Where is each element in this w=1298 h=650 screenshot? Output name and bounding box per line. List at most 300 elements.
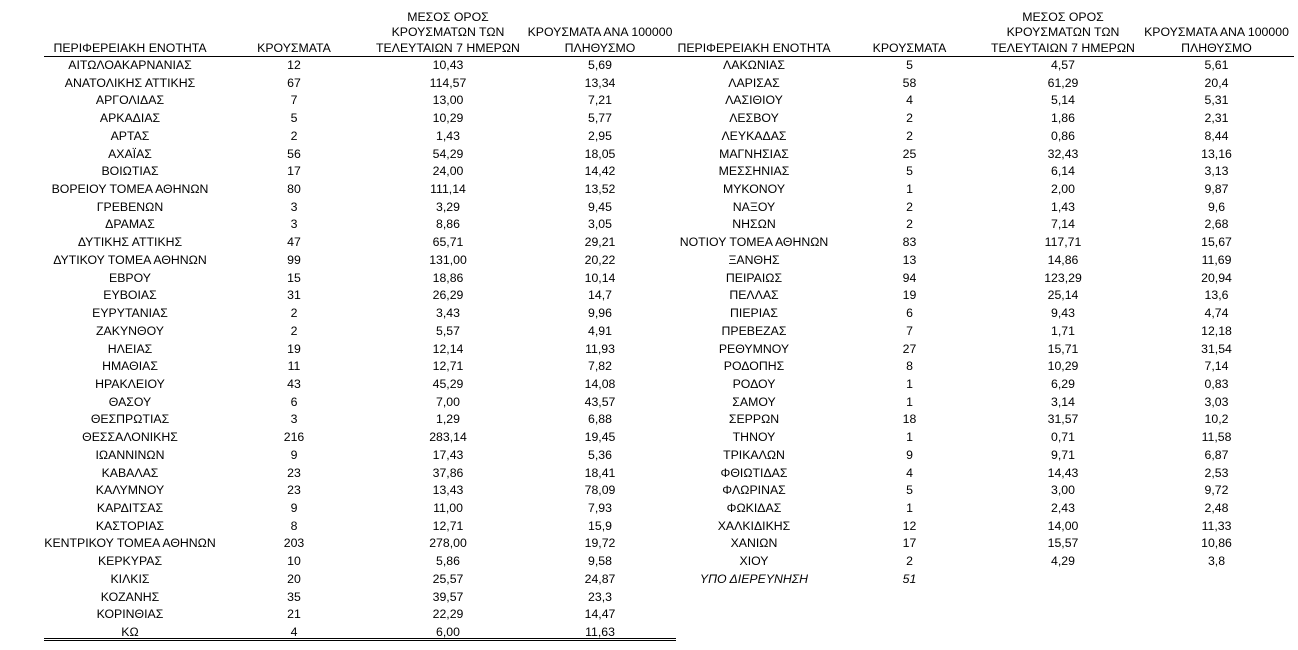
region-cell: ΚΑΛΥΜΝΟΥ	[95, 483, 165, 498]
per-100k-cell: 2,48	[1204, 500, 1229, 515]
avg-7-days-cell: 39,57	[432, 589, 464, 604]
per-100k-cell: 11,58	[1201, 430, 1232, 445]
avg-7-days-cell: 4,57	[1051, 58, 1075, 72]
table-row	[44, 92, 676, 110]
cases-cell: 99	[287, 252, 301, 267]
table-row	[676, 92, 1294, 110]
table-row	[44, 75, 676, 93]
region-header: ΠΕΡΙΦΕΡΕΙΑΚΗ ΕΝΟΤΗΤΑ	[676, 0, 832, 57]
table-row	[676, 234, 1294, 252]
table-row	[676, 500, 1294, 518]
table-row	[44, 110, 676, 128]
cases-cell: 51	[902, 571, 917, 586]
region-cell: ΚΙΛΚΙΣ	[110, 571, 150, 586]
avg-7-days-cell: 14,00	[1047, 518, 1079, 533]
per-100k-cell: 9,6	[1207, 199, 1226, 214]
per-100k-cell: 12,18	[1201, 323, 1232, 338]
cases-cell: 1	[906, 500, 913, 515]
table-row	[44, 571, 676, 589]
cases-cell: 9	[290, 447, 298, 462]
cases-cell: 67	[287, 75, 301, 90]
region-cell: ΜΥΚΟΝΟΥ	[722, 182, 786, 197]
per-100k-cell: 11,63	[585, 625, 615, 639]
table-row	[676, 57, 1294, 75]
avg-7-days-cell: 32,43	[1047, 146, 1079, 161]
table-row	[44, 411, 676, 429]
table-row	[676, 535, 1294, 553]
avg-7-days-cell: 22,29	[432, 607, 464, 622]
cases-cell: 5	[906, 58, 913, 72]
region-cell: ΚΑΒΑΛΑΣ	[101, 465, 159, 480]
avg-7-days-cell: 12,71	[432, 359, 464, 374]
cases-cell: 3	[290, 217, 298, 232]
region-cell: ΑΡΚΑΔΙΑΣ	[99, 111, 161, 126]
per-100k-cell: 29,21	[584, 235, 616, 250]
region-cell: ΦΛΩΡΙΝΑΣ	[722, 483, 786, 498]
avg-7-days-cell: 10,43	[432, 58, 464, 72]
cases-cell: 12	[902, 518, 917, 533]
avg-7-days-cell: 5,86	[436, 554, 460, 569]
region-cell: ΠΙΕΡΙΑΣ	[730, 306, 778, 321]
per-100k-cell: 18,05	[584, 146, 616, 161]
table-row	[676, 128, 1294, 146]
cases-cell: 2	[906, 128, 913, 143]
per-100k-cell: 13,34	[584, 75, 616, 90]
region-cell: ΔΡΑΜΑΣ	[105, 217, 155, 232]
region-cell: ΠΡΕΒΕΖΑΣ	[721, 323, 787, 338]
cases-cell: 1	[906, 394, 913, 409]
per-100k-cell: 11,69	[1201, 252, 1232, 267]
cases-cell: 23	[287, 483, 301, 498]
cases-header: ΚΡΟΥΣΜΑΤΑ	[832, 0, 987, 57]
per-100k-cell: 9,72	[1204, 483, 1229, 498]
region-cell: ΝΟΤΙΟΥ ΤΟΜΕΑ ΑΘΗΝΩΝ	[679, 235, 829, 250]
per-100k-cell: 9,87	[1204, 182, 1229, 197]
table-row	[676, 571, 1294, 589]
table-row	[44, 589, 676, 607]
per-100k-cell: 5,61	[1204, 58, 1229, 72]
region-cell: ΑΙΤΩΛΟΑΚΑΡΝΑΝΙΑΣ	[68, 58, 192, 72]
per-100k-cell: 10,86	[1201, 536, 1232, 551]
table-row	[44, 216, 676, 234]
cases-cell: 58	[902, 75, 917, 90]
region-cell: ΚΕΝΤΡΙΚΟΥ ΤΟΜΕΑ ΑΘΗΝΩΝ	[44, 536, 216, 551]
per-100k-cell: 4,91	[588, 323, 612, 338]
avg-7-days-header: ΜΕΣΟΣ ΟΡΟΣ ΚΡΟΥΣΜΑΤΩΝ ΤΩΝ ΤΕΛΕΥΤΑΙΩΝ 7 ΗΜΕΡΩΝ	[987, 0, 1139, 57]
avg-7-days-cell: 25,57	[432, 571, 464, 586]
region-cell: ΧΙΟΥ	[739, 554, 769, 569]
cases-cell: 4	[906, 465, 913, 480]
per-100k-cell: 20,94	[1201, 270, 1232, 285]
per-100k-cell: 14,08	[584, 376, 616, 391]
region-cell: ΛΕΣΒΟΥ	[729, 111, 779, 126]
table-row	[676, 323, 1294, 341]
avg-7-days-cell: 24,00	[432, 164, 464, 179]
cases-cell: 31	[287, 288, 301, 303]
table-row	[676, 305, 1294, 323]
region-cell: ΘΑΣΟΥ	[108, 394, 152, 409]
table-row	[676, 216, 1294, 234]
per-100k-cell: 15,9	[588, 518, 612, 533]
per-100k-cell: 6,88	[588, 412, 612, 427]
cases-cell: 5	[290, 111, 298, 126]
cases-cell: 47	[287, 235, 301, 250]
table-row	[676, 146, 1294, 164]
cases-cell: 2	[290, 128, 298, 143]
table-row	[44, 270, 676, 288]
region-cell: ΠΕΙΡΑΙΩΣ	[725, 270, 783, 285]
table-row	[44, 429, 676, 447]
avg-7-days-cell: 8,86	[436, 217, 460, 232]
per-100k-header: ΚΡΟΥΣΜΑΤΑ ΑΝΑ 100000 ΠΛΗΘΥΣΜΟ	[524, 0, 676, 57]
table-bottom-rule	[44, 638, 676, 641]
cases-cell: 27	[902, 341, 917, 356]
region-cell: ΑΡΓΟΛΙΔΑΣ	[95, 93, 165, 108]
cases-cell: 25	[902, 146, 917, 161]
region-cell: ΞΑΝΘΗΣ	[728, 252, 780, 267]
avg-7-days-cell: 111,14	[430, 182, 466, 197]
region-cell: ΛΑΚΩΝΙΑΣ	[723, 58, 785, 72]
region-cell: ΜΕΣΣΗΝΙΑΣ	[718, 164, 790, 179]
left-table-body	[44, 57, 676, 642]
region-cell: ΑΡΤΑΣ	[110, 128, 150, 143]
region-cell: ΗΜΑΘΙΑΣ	[102, 359, 158, 374]
region-cell: ΡΟΔΟΠΗΣ	[723, 359, 785, 374]
per-100k-cell: 2,68	[1204, 217, 1229, 232]
table-row	[44, 181, 676, 199]
cases-cell: 80	[287, 182, 301, 197]
avg-7-days-cell: 14,43	[1047, 465, 1079, 480]
avg-7-days-cell: 117,71	[1044, 235, 1082, 250]
cases-cell: 7	[290, 93, 298, 108]
cases-cell: 2	[906, 554, 913, 569]
cases-cell: 10	[287, 554, 301, 569]
avg-7-days-cell: 10,29	[1047, 359, 1079, 374]
table-row	[44, 500, 676, 518]
avg-7-days-cell: 15,71	[1047, 341, 1079, 356]
cases-cell: 20	[287, 571, 301, 586]
region-cell: ΙΩΑΝΝΙΝΩΝ	[95, 447, 165, 462]
avg-7-days-cell	[987, 571, 1139, 589]
per-100k-cell	[1139, 571, 1294, 589]
per-100k-cell: 24,87	[584, 571, 616, 586]
table-row	[44, 482, 676, 500]
region-cell: ΚΩ	[121, 625, 139, 639]
region-cell: ΔΥΤΙΚΟΥ ΤΟΜΕΑ ΑΘΗΝΩΝ	[53, 252, 207, 267]
table-row	[44, 57, 676, 75]
region-cell: ΒΟΙΩΤΙΑΣ	[101, 164, 159, 179]
avg-7-days-cell: 0,71	[1051, 430, 1075, 445]
per-100k-cell: 2,95	[588, 128, 612, 143]
region-cell: ΓΡΕΒΕΝΩΝ	[96, 199, 164, 214]
per-100k-cell: 7,21	[588, 93, 612, 108]
cases-cell: 9	[906, 447, 913, 462]
region-cell: ΕΒΡΟΥ	[109, 270, 151, 285]
cases-cell: 2	[906, 217, 913, 232]
avg-7-days-cell: 5,57	[436, 323, 460, 338]
cases-cell: 2	[906, 199, 913, 214]
per-100k-cell: 13,16	[1201, 146, 1232, 161]
cases-cell: 6	[906, 306, 913, 321]
avg-7-days-cell: 45,29	[432, 376, 464, 391]
per-100k-cell: 2,31	[1204, 111, 1229, 126]
table-row	[44, 518, 676, 536]
table-row	[44, 358, 676, 376]
avg-7-days-cell: 25,14	[1047, 288, 1079, 303]
table-row	[676, 465, 1294, 483]
cases-cell: 5	[906, 483, 913, 498]
table-row	[676, 252, 1294, 270]
cases-header: ΚΡΟΥΣΜΑΤΑ	[216, 0, 372, 57]
cases-cell: 6	[290, 394, 298, 409]
per-100k-cell: 14,7	[588, 288, 612, 303]
region-cell: ΣΑΜΟΥ	[732, 394, 776, 409]
table-row	[44, 287, 676, 305]
per-100k-cell: 19,45	[584, 430, 616, 445]
cases-cell: 216	[283, 430, 305, 445]
per-100k-cell: 6,87	[1204, 447, 1229, 462]
region-cell: ΚΟΖΑΝΗΣ	[100, 589, 160, 604]
avg-7-days-cell: 283,14	[429, 430, 467, 445]
region-cell: ΔΥΤΙΚΗΣ ΑΤΤΙΚΗΣ	[77, 235, 183, 250]
avg-7-days-cell: 7,00	[436, 394, 460, 409]
right-table-body	[676, 57, 1294, 589]
cases-cell: 17	[287, 164, 301, 179]
region-cell: ΛΑΣΙΘΙΟΥ	[725, 93, 783, 108]
cases-cell: 5	[906, 164, 913, 179]
cases-cell: 9	[290, 500, 298, 515]
table-row	[44, 606, 676, 624]
per-100k-cell: 31,54	[1201, 341, 1232, 356]
avg-7-days-cell: 5,14	[1051, 93, 1075, 108]
region-cell: ΦΩΚΙΔΑΣ	[726, 500, 782, 515]
right-cases-table	[676, 0, 1294, 589]
per-100k-cell: 7,14	[1204, 359, 1229, 374]
table-row	[44, 394, 676, 412]
avg-7-days-cell: 1,43	[436, 128, 460, 143]
per-100k-cell: 8,44	[1204, 128, 1229, 143]
avg-7-days-cell: 123,29	[1044, 270, 1082, 285]
region-cell: ΘΕΣΠΡΩΤΙΑΣ	[90, 412, 170, 427]
table-row	[676, 376, 1294, 394]
avg-7-days-cell: 15,57	[1047, 536, 1079, 551]
region-cell: ΚΑΡΔΙΤΣΑΣ	[96, 500, 164, 515]
per-100k-cell: 9,58	[588, 554, 612, 569]
avg-7-days-cell: 65,71	[432, 235, 464, 250]
cases-cell: 94	[902, 270, 917, 285]
per-100k-cell: 78,09	[584, 483, 616, 498]
cases-cell: 3	[290, 199, 298, 214]
cases-cell: 43	[287, 376, 301, 391]
per-100k-cell: 10,14	[584, 270, 616, 285]
table-row	[676, 163, 1294, 181]
cases-cell: 11	[287, 359, 301, 374]
table-row	[676, 394, 1294, 412]
cases-cell: 13	[902, 252, 917, 267]
cases-cell: 1	[906, 182, 913, 197]
avg-7-days-cell: 14,86	[1047, 252, 1079, 267]
region-cell: ΡΟΔΟΥ	[732, 376, 776, 391]
cases-cell: 8	[290, 518, 298, 533]
table-row	[44, 535, 676, 553]
table-row	[676, 553, 1294, 571]
avg-7-days-cell: 3,29	[436, 199, 460, 214]
region-cell: ΕΥΒΟΙΑΣ	[103, 288, 157, 303]
per-100k-cell: 3,8	[1207, 554, 1226, 569]
avg-7-days-cell: 11,00	[433, 500, 463, 515]
region-cell: ΝΑΞΟΥ	[732, 199, 776, 214]
per-100k-cell: 2,53	[1204, 465, 1229, 480]
per-100k-cell: 10,2	[1204, 412, 1229, 427]
avg-7-days-cell: 31,57	[1047, 412, 1079, 427]
per-100k-cell: 5,36	[588, 447, 612, 462]
cases-cell: 12	[287, 58, 301, 72]
avg-7-days-cell: 9,43	[1051, 306, 1075, 321]
region-cell: ΧΑΛΚΙΔΙΚΗΣ	[717, 518, 791, 533]
per-100k-cell: 5,31	[1204, 93, 1229, 108]
region-cell: ΛΑΡΙΣΑΣ	[728, 75, 780, 90]
table-row	[676, 429, 1294, 447]
region-cell: ΚΕΡΚΥΡΑΣ	[97, 554, 163, 569]
region-cell: ΖΑΚΥΝΘΟΥ	[96, 323, 164, 338]
region-cell: ΚΟΡΙΝΘΙΑΣ	[96, 607, 164, 622]
avg-7-days-cell: 17,43	[432, 447, 464, 462]
table-row	[676, 110, 1294, 128]
table-row	[676, 482, 1294, 500]
avg-7-days-cell: 12,71	[432, 518, 464, 533]
table-row	[44, 163, 676, 181]
cases-cell: 4	[906, 93, 913, 108]
per-100k-cell: 19,72	[584, 536, 616, 551]
avg-7-days-cell: 6,00	[436, 625, 460, 639]
cases-cell: 21	[287, 607, 301, 622]
avg-7-days-cell: 1,71	[1051, 323, 1075, 338]
cases-cell: 1	[906, 376, 913, 391]
table-row	[44, 553, 676, 571]
table-row	[44, 128, 676, 146]
avg-7-days-cell: 13,00	[432, 93, 464, 108]
table-row	[44, 465, 676, 483]
avg-7-days-cell: 0,86	[1051, 128, 1075, 143]
cases-cell: 2	[290, 306, 298, 321]
region-header: ΠΕΡΙΦΕΡΕΙΑΚΗ ΕΝΟΤΗΤΑ	[44, 0, 216, 57]
avg-7-days-cell: 61,29	[1047, 75, 1079, 90]
avg-7-days-cell: 3,43	[436, 306, 460, 321]
avg-7-days-cell: 6,14	[1051, 164, 1075, 179]
region-cell: ΤΡΙΚΑΛΩΝ	[723, 447, 785, 462]
cases-cell: 8	[906, 359, 913, 374]
region-cell: ΗΡΑΚΛΕΙΟΥ	[95, 376, 165, 391]
avg-7-days-cell: 1,29	[436, 412, 460, 427]
avg-7-days-cell: 10,29	[432, 111, 464, 126]
cases-cell: 3	[290, 412, 298, 427]
table-row	[44, 252, 676, 270]
cases-cell: 17	[902, 536, 917, 551]
cases-cell: 7	[906, 323, 913, 338]
table-row	[676, 358, 1294, 376]
avg-7-days-cell: 4,29	[1051, 554, 1075, 569]
region-cell: ΝΗΣΩΝ	[732, 217, 776, 232]
per-100k-cell: 3,13	[1204, 164, 1229, 179]
per-100k-cell: 13,52	[584, 182, 616, 197]
avg-7-days-cell: 1,43	[1051, 199, 1075, 214]
avg-7-days-cell: 114,57	[429, 75, 467, 90]
per-100k-cell: 7,93	[588, 500, 612, 515]
avg-7-days-cell: 37,86	[432, 465, 464, 480]
avg-7-days-cell: 12,14	[432, 341, 464, 356]
per-100k-cell: 3,03	[1204, 394, 1229, 409]
cases-cell: 2	[906, 111, 913, 126]
cases-cell: 203	[283, 536, 305, 551]
per-100k-header: ΚΡΟΥΣΜΑΤΑ ΑΝΑ 100000 ΠΛΗΘΥΣΜΟ	[1139, 0, 1294, 57]
per-100k-cell: 20,22	[584, 252, 616, 267]
table-row	[44, 305, 676, 323]
avg-7-days-cell: 3,14	[1051, 394, 1075, 409]
per-100k-cell: 4,74	[1204, 306, 1229, 321]
table-row	[676, 341, 1294, 359]
per-100k-cell: 5,69	[588, 58, 612, 72]
per-100k-cell: 43,57	[584, 394, 616, 409]
region-cell: ΛΕΥΚΑΔΑΣ	[721, 128, 787, 143]
per-100k-cell: 14,47	[584, 607, 616, 622]
cases-cell: 15	[287, 270, 301, 285]
region-cell: ΧΑΝΙΩΝ	[730, 536, 778, 551]
avg-7-days-cell: 1,86	[1051, 111, 1075, 126]
table-row	[676, 411, 1294, 429]
region-cell: ΚΑΣΤΟΡΙΑΣ	[95, 518, 165, 533]
per-100k-cell: 11,93	[585, 341, 615, 356]
per-100k-cell: 13,6	[1204, 288, 1229, 303]
per-100k-cell: 9,96	[588, 306, 612, 321]
region-cell: ΤΗΝΟΥ	[732, 430, 776, 445]
per-100k-cell: 3,05	[588, 217, 612, 232]
table-row	[676, 270, 1294, 288]
region-cell: ΦΘΙΩΤΙΔΑΣ	[720, 465, 788, 480]
per-100k-cell: 9,45	[588, 199, 612, 214]
avg-7-days-header: ΜΕΣΟΣ ΟΡΟΣ ΚΡΟΥΣΜΑΤΩΝ ΤΩΝ ΤΕΛΕΥΤΑΙΩΝ 7 ΗΜΕΡΩΝ	[372, 0, 524, 57]
table-row	[676, 75, 1294, 93]
table-row	[44, 447, 676, 465]
avg-7-days-cell: 54,29	[432, 146, 464, 161]
avg-7-days-cell: 6,29	[1051, 376, 1075, 391]
avg-7-days-cell: 18,86	[432, 270, 464, 285]
region-cell: ΑΧΑΪΑΣ	[108, 146, 152, 161]
cases-cell: 23	[287, 465, 301, 480]
region-cell: ΒΟΡΕΙΟΥ ΤΟΜΕΑ ΑΘΗΝΩΝ	[51, 182, 209, 197]
per-100k-cell: 5,77	[588, 111, 612, 126]
cases-cell: 2	[290, 323, 298, 338]
avg-7-days-cell: 13,43	[432, 483, 464, 498]
region-cell: ΑΝΑΤΟΛΙΚΗΣ ΑΤΤΙΚΗΣ	[64, 75, 196, 90]
table-row	[44, 323, 676, 341]
per-100k-cell: 18,41	[584, 465, 616, 480]
cases-cell: 4	[290, 625, 298, 639]
avg-7-days-cell: 7,14	[1051, 217, 1075, 232]
table-row	[44, 199, 676, 217]
region-cell: ΠΕΛΛΑΣ	[729, 288, 779, 303]
region-cell: ΡΕΘΥΜΝΟΥ	[718, 341, 790, 356]
region-cell: ΗΛΕΙΑΣ	[107, 341, 153, 356]
region-cell: ΕΥΡΥΤΑΝΙΑΣ	[92, 306, 168, 321]
avg-7-days-cell: 278,00	[429, 536, 467, 551]
cases-cell: 19	[902, 288, 917, 303]
per-100k-cell: 0,83	[1204, 376, 1229, 391]
region-cell: ΘΕΣΣΑΛΟΝΙΚΗΣ	[82, 430, 178, 445]
per-100k-cell: 11,33	[1201, 518, 1232, 533]
region-cell: ΣΕΡΡΩΝ	[728, 412, 780, 427]
per-100k-cell: 23,3	[588, 589, 612, 604]
table-row	[676, 287, 1294, 305]
